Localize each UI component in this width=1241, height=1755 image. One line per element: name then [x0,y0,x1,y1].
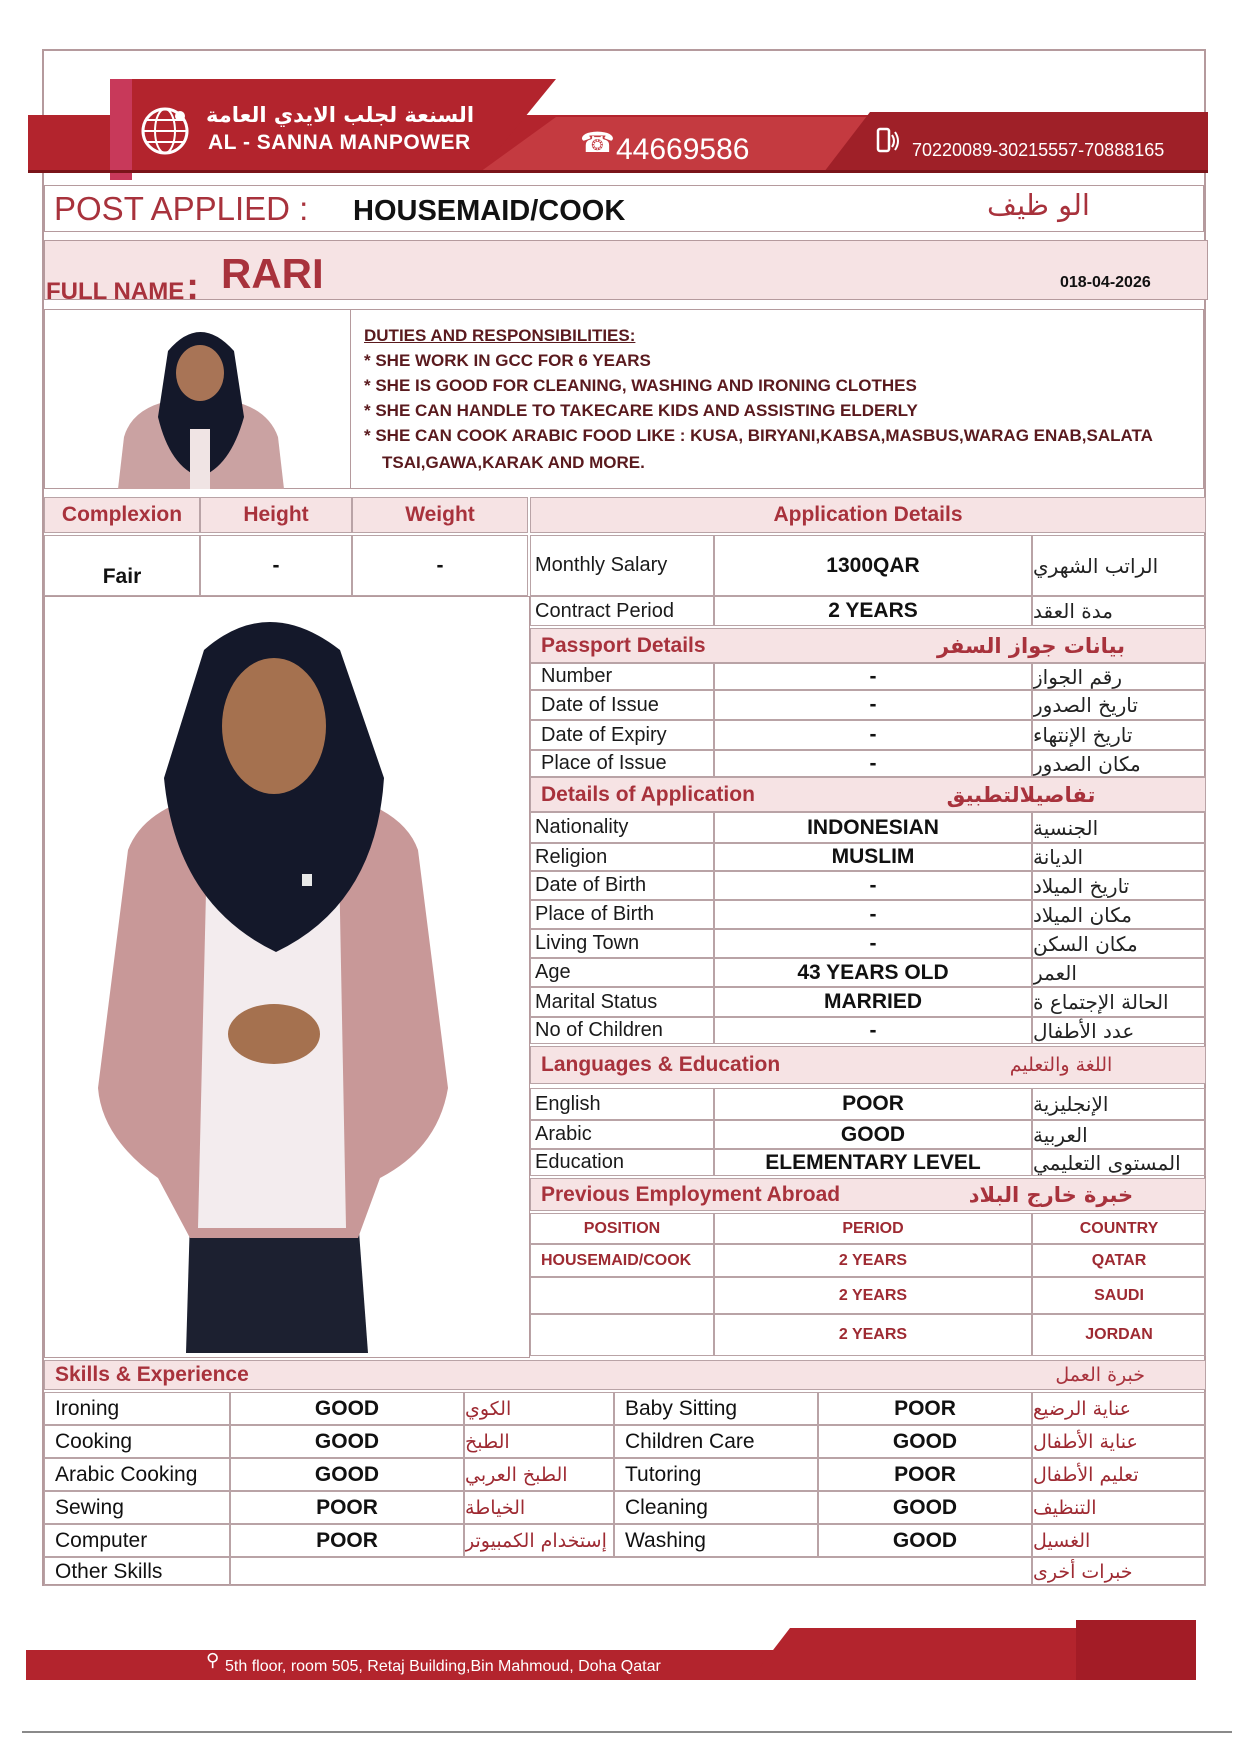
education-label: Education [530,1149,714,1176]
passport-section-header [530,628,1206,663]
skill-arabic: تعليم الأطفال [1032,1458,1206,1491]
marital-status-label: Marital Status [530,987,714,1017]
employment-position [530,1277,714,1314]
full-name-row [44,240,1208,300]
living-town-label: Living Town [530,929,714,958]
company-address: 5th floor, room 505, Retaj Building,Bin Mahmoud, Doha Qatar [225,1658,661,1675]
place-of-birth-arabic: مكان الميلاد [1032,900,1206,929]
duty-item: * SHE CAN COOK ARABIC FOOD LIKE : KUSA, BIRYANI,KABSA,MASBUS,WARAG ENAB,SALATA [364,426,1153,445]
skills-title-arabic: خبرة العمل [1055,1364,1145,1386]
living-town-arabic: مكان السكن [1032,929,1206,958]
skill-arabic: إستخدام الكمبيوتر [464,1524,614,1557]
passport-number-value: - [714,663,1032,690]
skill-arabic: عناية الرضيع [1032,1392,1206,1425]
place-of-issue-arabic: مكان الصدور [1032,750,1206,777]
skill-label: Washing [614,1524,818,1557]
location-pin-icon: ⚲ [206,1650,220,1670]
religion-arabic: الديانة [1032,843,1206,871]
passport-title-arabic: بيانات جواز السفر [936,633,1126,658]
country-header: COUNTRY [1032,1213,1206,1244]
skill-label: Tutoring [614,1458,818,1491]
post-applied-label: POST APPLIED : [54,190,309,227]
religion-label: Religion [530,843,714,871]
contract-value: 2 YEARS [714,596,1032,626]
place-of-issue-label: Place of Issue [530,750,714,777]
skill-arabic: عناية الأطفال [1032,1425,1206,1458]
marital-status-arabic: الحالة الإجتماع ة [1032,987,1206,1017]
date-of-expiry-arabic: تاريخ الإنتهاء [1032,720,1206,750]
arabic-arabic: العربية [1032,1120,1206,1149]
age-arabic: العمر [1032,958,1206,987]
english-arabic: الإنجليزية [1032,1088,1206,1120]
place-of-birth-label: Place of Birth [530,900,714,929]
skill-label: Children Care [614,1425,818,1458]
employment-country: JORDAN [1032,1314,1206,1356]
passport-number-arabic: رقم الجواز [1032,663,1206,690]
complexion-value: Fair [44,535,200,596]
date-of-issue-label: Date of Issue [530,690,714,720]
languages-section-header [530,1046,1206,1084]
contract-label: Contract Period [530,596,714,626]
employment-period: 2 YEARS [714,1244,1032,1277]
post-applied-arabic: الو ظيف [987,188,1090,222]
skill-rating: GOOD [230,1392,464,1425]
place-of-birth-value: - [714,900,1032,929]
passport-number-label: Number [530,663,714,690]
marital-status-value: MARRIED [714,987,1032,1017]
date-of-birth-label: Date of Birth [530,871,714,900]
date-of-birth-value: - [714,871,1032,900]
duty-item: * SHE IS GOOD FOR CLEANING, WASHING AND IRONING CLOTHES [364,376,917,395]
english-value: POOR [714,1088,1032,1120]
application-details-header: Application Details [530,497,1206,533]
company-logo-icon [138,104,192,158]
skill-label: Sewing [44,1491,230,1524]
skill-arabic: الطبخ [464,1425,614,1458]
employment-title: Previous Employment Abroad [541,1182,841,1206]
details-title: Details of Application [541,782,755,806]
full-name-colon: : [186,266,199,308]
phone-number: 44669586 [616,133,750,166]
nationality-label: Nationality [530,812,714,843]
age-label: Age [530,958,714,987]
full-name-label [46,266,199,309]
religion-value: MUSLIM [714,843,1032,871]
english-label: English [530,1088,714,1120]
salary-label: Monthly Salary [530,535,714,596]
contract-arabic: مدة العقد [1032,596,1206,626]
company-name-arabic: السنعة لجلب الايدي العامة [205,103,475,127]
salary-value: 1300QAR [714,535,1032,596]
skill-label: Ironing [44,1392,230,1425]
employment-country: QATAR [1032,1244,1206,1277]
other-skills-label: Other Skills [44,1557,230,1586]
education-value: ELEMENTARY LEVEL [714,1149,1032,1176]
height-value: - [200,535,352,596]
height-header: Height [200,497,352,533]
arabic-label: Arabic [530,1120,714,1149]
employment-section-header [530,1178,1206,1211]
children-value: - [714,1017,1032,1044]
phone-icon: ☎ [580,127,615,158]
date-of-expiry-label: Date of Expiry [530,720,714,750]
skill-rating: POOR [818,1458,1032,1491]
other-skills-arabic: خبرات أخرى [1032,1557,1206,1586]
employment-period: 2 YEARS [714,1277,1032,1314]
skill-arabic: الغسيل [1032,1524,1206,1557]
duties-title: DUTIES AND RESPONSIBILITIES: [364,326,636,345]
skill-arabic: الطبخ العربي [464,1458,614,1491]
skill-rating: GOOD [818,1524,1032,1557]
full-name-value: RARI [221,250,324,297]
skill-label: Arabic Cooking [44,1458,230,1491]
passport-title: Passport Details [541,633,706,657]
arabic-value: GOOD [714,1120,1032,1149]
languages-title: Languages & Education [541,1053,781,1076]
full-body-photo [58,618,488,1353]
nationality-value: INDONESIAN [714,812,1032,843]
mobile-numbers: 70220089-30215557-70888165 [912,140,1165,160]
document-date: 018-04-2026 [1060,274,1151,291]
skill-rating: GOOD [230,1458,464,1491]
nationality-arabic: الجنسية [1032,812,1206,843]
skill-label: Cleaning [614,1491,818,1524]
salary-arabic: الراتب الشهري [1032,535,1206,596]
skill-arabic: الكوي [464,1392,614,1425]
position-header: POSITION [530,1213,714,1244]
skill-rating: POOR [230,1524,464,1557]
employment-country: SAUDI [1032,1277,1206,1314]
skills-section-header [44,1360,1206,1390]
age-value: 43 YEARS OLD [714,958,1032,987]
date-of-issue-arabic: تاريخ الصدور [1032,690,1206,720]
skills-title: Skills & Experience [55,1363,249,1386]
other-skills-value [230,1557,1032,1586]
weight-value: - [352,535,528,596]
details-title-arabic: تفاصيلالتطبيق [946,782,1096,807]
duty-item: * SHE WORK IN GCC FOR 6 YEARS [364,351,651,370]
details-section-header [530,777,1206,812]
header-banner [0,0,1241,180]
date-of-birth-arabic: تاريخ الميلاد [1032,871,1206,900]
skill-label: Computer [44,1524,230,1557]
weight-header: Weight [352,497,528,533]
full-name-label-text: FULL NAME [46,278,185,305]
skill-label: Baby Sitting [614,1392,818,1425]
mobile-icon [874,126,900,156]
place-of-issue-value: - [714,750,1032,777]
education-arabic: المستوى التعليمي [1032,1149,1206,1176]
employment-position [530,1314,714,1356]
employment-title-arabic: خبرة خارج البلاد [968,1182,1134,1207]
complexion-header: Complexion [44,497,200,533]
duties-divider [350,309,351,489]
skill-rating: GOOD [230,1425,464,1458]
employment-period: 2 YEARS [714,1314,1032,1356]
skill-rating: GOOD [818,1491,1032,1524]
date-of-expiry-value: - [714,720,1032,750]
small-photo [112,317,288,489]
duty-item: * SHE CAN HANDLE TO TAKECARE KIDS AND ASSISTING ELDERLY [364,401,918,420]
children-arabic: عدد الأطفال [1032,1017,1206,1044]
skill-arabic: الخياطة [464,1491,614,1524]
date-of-issue-value: - [714,690,1032,720]
footer-banner [0,1620,1241,1680]
employment-position: HOUSEMAID/COOK [530,1244,714,1277]
children-label: No of Children [530,1017,714,1044]
skill-arabic: التنظيف [1032,1491,1206,1524]
skill-rating: POOR [230,1491,464,1524]
skill-rating: POOR [818,1392,1032,1425]
company-name: AL - SANNA MANPOWER [208,131,471,154]
skill-label: Cooking [44,1425,230,1458]
living-town-value: - [714,929,1032,958]
period-header: PERIOD [714,1213,1032,1244]
skill-rating: GOOD [818,1425,1032,1458]
languages-title-arabic: اللغة والتعليم [1009,1054,1113,1076]
bottom-rule [22,1731,1232,1733]
post-applied-value: HOUSEMAID/COOK [353,195,626,227]
duty-item: TSAI,GAWA,KARAK AND MORE. [382,453,645,472]
